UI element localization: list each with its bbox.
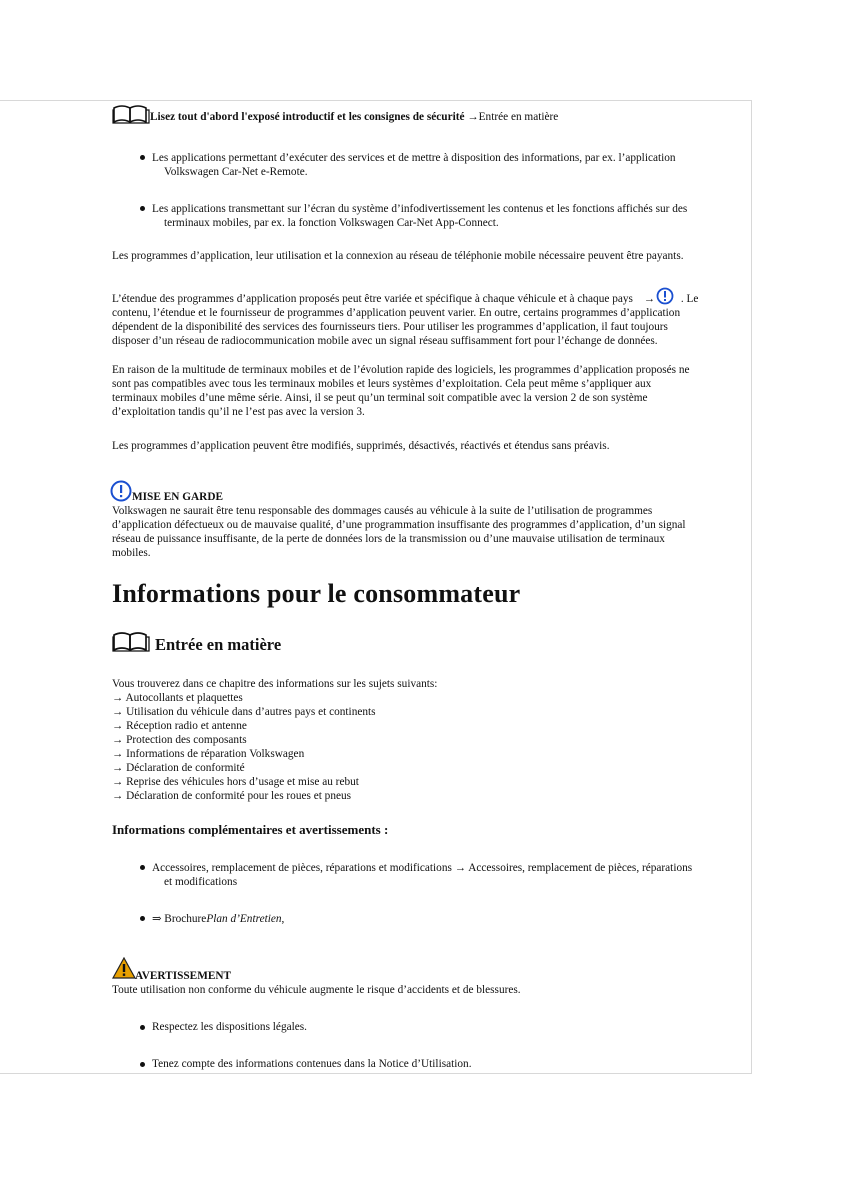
arrow-link[interactable]: → [643, 293, 656, 305]
intro-link[interactable]: →Entrée en matière [467, 111, 559, 123]
subsection-heading: Informations complémentaires et avertissements : [112, 822, 389, 837]
paragraph: En raison de la multitude de terminaux mobiles et de l’évolution rapide des logiciels, les programmes d’application proposés ne sont pas compatibles avec tous les terminaux mobiles et leurs systèmes d’exploitation. Cela peut même s’appliquer aux terminaux mobiles d’une même série. Ainsi, il se peut qu’un terminal soit compatible avec la version 2 de son système d’exploitation tandis qu’il ne l’est pas avec la version 3. [112, 364, 690, 418]
topic-link[interactable]: → Reprise des véhicules hors d’usage et mise au rebut [112, 776, 359, 788]
list-item: Accessoires, remplacement de pièces, réparations et modifications → Accessoires, remplacement de pièces, réparations et modifications [152, 862, 693, 888]
topic-link[interactable]: → Déclaration de conformité [112, 762, 245, 774]
list-item: Respectez les dispositions légales. [152, 1021, 307, 1033]
topic-link[interactable]: → Protection des composants [112, 734, 247, 746]
subsection-heading: Entrée en matière [155, 635, 282, 654]
list-item[interactable]: ⇒ BrochurePlan d’Entretien, [152, 913, 285, 925]
book-icon [112, 631, 150, 653]
intro-bold: Lisez tout d'abord l'exposé introductif et les consignes de sécurité [150, 111, 465, 123]
bullet-dot [140, 916, 145, 921]
section-heading: Informations pour le consommateur [112, 579, 521, 608]
info-alert-icon[interactable] [656, 287, 674, 305]
paragraph: L’étendue des programmes d’application proposés peut être variée et spécifique à chaque véhicule et à chaque pays → . Le contenu, l’étendue et le fournisseur de programmes d’application peuvent varier. En outre, certains programmes d’application dépendent de la disponibilité des services des fournisseurs tiers. Pour utiliser les programmes d’application, il faut toujours disposer d’un réseau de radiocommunication mobile avec un signal réseau suffisamment fort pour l’échange de données. [112, 287, 732, 348]
list-item: Les applications transmettant sur l’écran du système d’infodivertissement les contenus et les fonctions affichés sur des terminaux mobiles, par ex. la fonction Volkswagen Car-Net App-Connect. [152, 203, 688, 229]
notice-block: MISE EN GARDE Volkswagen ne saurait être tenu responsable des dommages causés au véhicule à la suite de l’utilisation de programmes d’application défectueux ou de mauvaise qualité, d’une programmation insuffisante des programmes d’application, d’un signal réseau de puissance insuffisante, de la perte de données lors de la transmission ou d’une mauvaise utilisation de terminaux mobiles. [112, 491, 686, 559]
bullet-dot [140, 865, 145, 870]
bullet-dot [140, 1062, 145, 1067]
topic-link[interactable]: → Informations de réparation Volkswagen [112, 748, 305, 760]
topic-list: Vous trouverez dans ce chapitre des informations sur les sujets suivants: → Autocollants et plaquettes → Utilisation du véhicule dans d’autres pays et continents → Réception radio et antenne → Protection des composants → Informations de réparation Volkswagen → Déclaration de conformité → Reprise des véhicules hors d’usage et mise au rebut → Déclaration de conformité pour les roues et pneus [112, 678, 438, 802]
topic-link[interactable]: → Autocollants et plaquettes [112, 692, 243, 704]
intro-line [112, 104, 558, 124]
book-icon [112, 104, 150, 124]
bullet-dot [140, 1025, 145, 1030]
topic-link[interactable]: → Déclaration de conformité pour les roues et pneus [112, 790, 352, 802]
topic-link[interactable]: → Réception radio et antenne [112, 720, 247, 732]
bullet-dot [140, 155, 145, 160]
paragraph: Les programmes d’application peuvent être modifiés, supprimés, désactivés, réactivés et étendus sans préavis. [112, 440, 610, 452]
list-item: Les applications permettant d’exécuter des services et de mettre à disposition des informations, par ex. l’application Volkswagen Car-Net e-Remote. [152, 152, 676, 178]
warning-block: AVERTISSEMENT Toute utilisation non conforme du véhicule augmente le risque d’accidents et de blessures. [112, 970, 521, 996]
topic-link[interactable]: → Utilisation du véhicule dans d’autres pays et continents [112, 706, 376, 718]
list-item: Tenez compte des informations contenues dans la Notice d’Utilisation. [152, 1058, 472, 1070]
paragraph: Les programmes d’application, leur utilisation et la connexion au réseau de téléphonie mobile nécessaire peuvent être payants. [112, 250, 684, 262]
notice-title: MISE EN GARDE [132, 491, 224, 503]
warning-title: AVERTISSEMENT [135, 970, 232, 982]
bullet-dot [140, 206, 145, 211]
